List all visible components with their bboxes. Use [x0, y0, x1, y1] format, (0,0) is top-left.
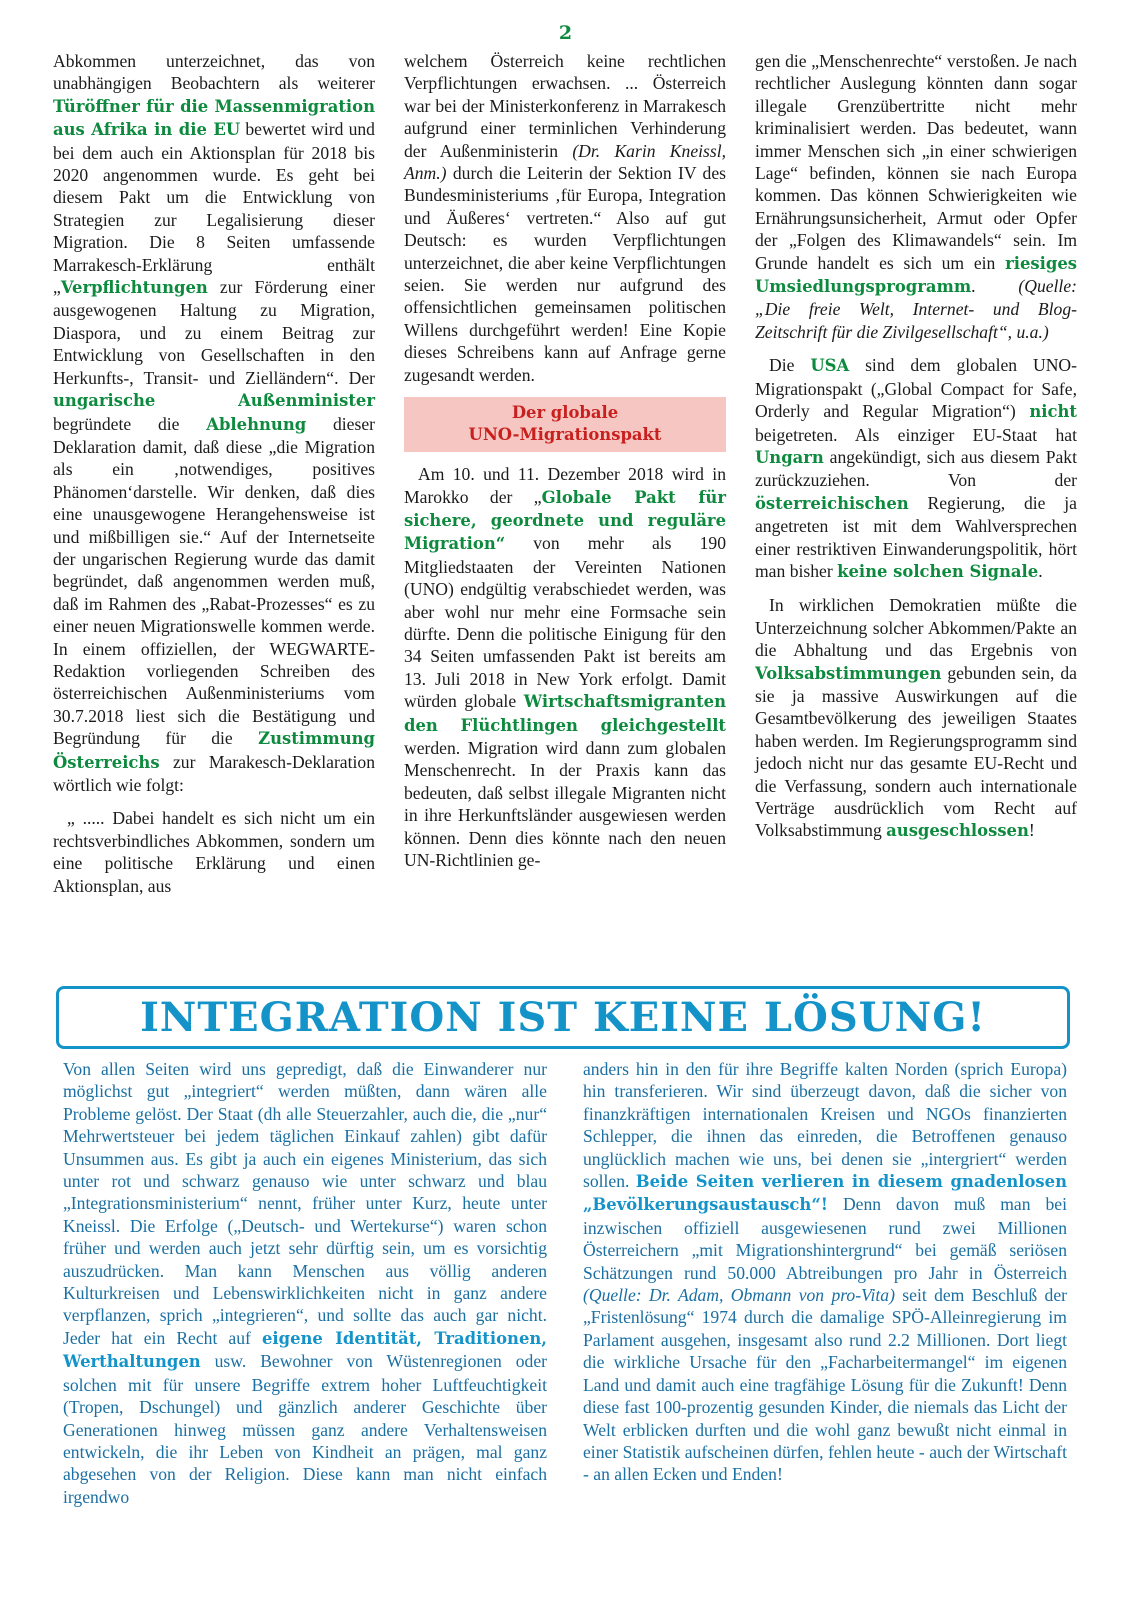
paragraph: [755, 50, 1077, 343]
highlight-text: Wirtschaftsmigranten den Flüchtlingen gleichgestellt: [404, 692, 726, 735]
headline-title: INTEGRATION IST KEINE LÖSUNG!: [140, 994, 986, 1041]
paragraph: [583, 1058, 1067, 1486]
highlight-text: ausgeschlossen: [886, 821, 1029, 841]
text-run: .: [971, 276, 1019, 297]
text-run: In wirklichen Demokratien müßte die Unterzeichnung solcher Abkommen/Pakte an die Abhaltung und das Ergebnis von: [755, 595, 1077, 661]
paragraph: [63, 1058, 547, 1508]
highlight-text: nicht: [1029, 402, 1077, 422]
text-run: Denn davon muß man bei inzwischen offiziell ausgewiesenen rund zwei Millionen Österreichern „mit Migrationshintergrund“ bei gemäß seriösen Schätzungen rund 50.000 Abtreibungen pro Jahr in Österreich: [583, 1194, 1067, 1283]
text-run: Regierung, die ja angetreten ist mit dem Wahlversprechen einer restriktiven Einwanderungspolitik, hört man bisher: [755, 492, 1077, 581]
highlight-text: österreichischen: [755, 493, 909, 513]
text-run: begründete die: [53, 413, 207, 434]
text-run: seit dem Beschluß der „Fristenlösung“ 1974 durch die damalige SPÖ-Alleinregierung im Parlament ausgehen, insgesamt also rund 2.2 Millionen. Dort liegt die wirkliche Ursache für den „Facharbeitermangel“ im eigenen Land und damit auch eine tragfähige Lösung für die Zukunft! Denn diese fast 100-prozentig gesunden Kinder, die niemals das Licht der Welt erblicken durften und die wohl ganz bewußt nicht einmal in einer Statistik aufscheinen dürfen, fehlen heute - auch der Wirtschaft - an allen Ecken und Enden!: [583, 1285, 1067, 1485]
text-run: anders hin in den für ihre Begriffe kalten Norden (sprich Europa) hin transferieren. Wir sind überzeugt davon, daß die sicher von finanzkräftigen internationalen Kreisen und NGOs finanzierten Schlepper, die ihnen das einreden, die Betroffenen genauso unglücklich machen wie uns, bei denen sie „intergriert“ werden sollen.: [583, 1059, 1067, 1192]
text-run: gebunden sein, da sie ja massive Auswirkungen auf die Gesamtbevölkerung des jeweiligen Staates haben werden. Im Regierungsprogramm sind jedoch nicht nur das gesamte EU-Recht und die Verfassung, sondern auch internationale Verträge ausdrücklich vom Recht auf Volksabstimmung: [755, 662, 1077, 841]
text-run: !: [1028, 820, 1035, 841]
highlight-text: Ablehnung: [206, 414, 307, 434]
text-run: bewertet wird und bei dem auch ein Aktionsplan für 2018 bis 2020 angenommen wurde. Es geht bei diesem Pakt um die Entwicklung von Strategien zur Legalisierung dieser Migration. Die 8 Seiten umfassende Marrakesch-Erklärung enthält „: [53, 119, 375, 298]
headline-banner: [56, 986, 1070, 1049]
text-run: Abkommen unterzeichnet, das von unabhängigen Beobachtern als weiterer: [53, 51, 375, 94]
text-run: usw. Bewohner von Wüstenregionen oder solchen mit für unsere Begriffe extrem hoher Luftfeuchtigkeit (Tropen, Dschungel) und gänzlich anderer Geschichte über Generationen hinweg müssen ganz andere Verhaltensweisen entwickeln, die ihr Leben von Kindheit an prägen, mal ganz abgesehen von der Religion. Diese kann man nicht einfach irgendwo: [63, 1351, 547, 1507]
text-run: beigetreten. Als einziger EU-Staat hat: [755, 424, 1077, 445]
source-citation: (Quelle: Dr. Adam, Obmann von pro-Vita): [583, 1285, 895, 1306]
paragraph: [755, 594, 1077, 842]
highlight-text: Zustimmung Österreichs: [53, 729, 375, 772]
text-run: werden. Migration wird dann zum globalen Menschenrecht. In der Praxis kann das bedeuten, daß selbst illegale Migranten nicht in ihre Herkunftsländer ausgewiesen werden können. Denn dies könnte nach den neuen UN-Richtlinien ge-: [404, 737, 726, 870]
italic-note: (Dr. Karin Kneissl, Anm.): [404, 140, 726, 184]
highlight-text: USA: [810, 356, 850, 376]
highlight-text: Globale Pakt für sichere, geordnete und reguläre Migration“: [404, 487, 726, 554]
article-column-2: [404, 50, 726, 882]
text-run: zur Förderung einer ausgewogenen Haltung zu Migration, Diaspora, und zu einem Beitrag zur Entwicklung von Gesellschaften in den Herkunfts-, Transit- und Zielländern“. Der: [53, 277, 375, 388]
paragraph: [404, 463, 726, 871]
text-run: angekündigt, sich aus diesem Pakt zurückzuziehen. Von der: [755, 446, 1077, 491]
paragraph: [53, 50, 375, 796]
highlight-text: ungarische Außenminister: [53, 391, 375, 411]
section-heading-box: [404, 397, 726, 452]
quote-paragraph: „ ..... Dabei handelt es sich nicht um ein rechtsverbindliches Abkommen, sondern um eine politische Erklärung und einen Aktionsplan, aus: [53, 808, 375, 896]
text-run: Von allen Seiten wird uns gepredigt, daß die Einwanderer nur möglichst gut „integriert“ werden müßten, dann wären alle Probleme gelöst. Der Staat (dh alle Steuerzahler, auch die, die „nur“ Mehrwertsteuer bei jedem täglichen Einkauf zahlen) gibt dafür Unsummen aus. Es gibt ja auch ein eigenes Ministerium, das sich unter rot und schwarz genauso wie unter schwarz und blau „Integrationsministerium“ nennt, früher unter Kurz, heute unter Kneissl. Die Erfolge („Deutsch- und Wertekurse“) waren schon früher und werden auch jetzt sehr dürftig sein, um es vorsichtig auszudrücken. Man kann Menschen aus völlig anderen Kulturkreisen und Lebenswirklichkeiten nicht in ganz andere verpflanzen, sprich „integrieren“, und sollte das auch gar nicht. Jeder hat ein Recht auf: [63, 1059, 547, 1348]
highlight-text: Ungarn: [755, 447, 824, 467]
text-run: sind dem globalen UNO-Migrationspakt („Global Compact for Safe, Orderly and Regular Migration“): [755, 355, 1077, 422]
article-column-3: [755, 50, 1077, 854]
text-run: dieser Deklaration damit, daß diese „die Migration als ein ‚notwendiges, positives Phänomen‘darstelle. Wir denken, daß dies eine unausgewogene Herangehensweise ist und mißbilligen sie.“ Auf der Internetseite der ungarischen Regierung wurde das damit begründet, daß angenommen werden muß, daß im Rahmen des „Rabat-Prozesses“ es zu einer neuen Migrationswelle kommen werde. In einem offiziellen, der WEGWARTE-Redaktion vorliegenden Schreiben des österreichischen Außenministeriums vom 30.7.2018 liest sich die Bestätigung und Begründung für die: [53, 413, 375, 749]
highlight-text: Volksabstimmungen: [755, 663, 942, 683]
highlight-text: Verpflichtungen: [60, 278, 208, 298]
section-heading-line-1: Der globale: [511, 403, 619, 423]
bottom-article-column-2: [583, 1058, 1067, 1486]
text-run: Am 10. und 11. Dezember 2018 wird in Marokko der „: [404, 464, 726, 507]
highlight-text: keine solchen Signale: [837, 561, 1039, 581]
highlight-text: eigene Identität, Traditionen, Werthaltungen: [63, 1328, 547, 1372]
paragraph: [755, 354, 1077, 583]
paragraph: [404, 50, 726, 386]
text-run: von mehr als 190 Mitgliedstaaten der Vereinten Nationen (UNO) endgültig verabschiedet werden, was aber wohl nur mehr eine Formsache sein dürfte. Denn die politische Einigung für den 34 Seiten umfassenden Pakt ist bereits am 13. Juli 2018 in New York erfolgt. Damit würden globale: [404, 533, 726, 712]
section-heading-line-2: UNO-Migrationspakt: [468, 425, 662, 445]
text-run: zur Marakesch-Deklaration wörtlich wie folgt:: [53, 751, 375, 795]
article-column-1: [53, 50, 375, 908]
source-citation: (Quelle: „Die freie Welt, Internet- und Blog-Zeitschrift für die Zivilgesellschaft“, u.a.): [755, 276, 1077, 342]
text-run: gen die „Menschenrechte“ verstoßen. Je nach rechtlicher Auslegung könnten dann sogar illegale Grenzübertritte nicht mehr kriminalisiert werden. Das bedeutet, wann immer Menschen sich „in einer schwierigen Lage“ befinden, können sie nach Europa kommen. Das können Schwierigkeiten wie Ernährungsunsicherheit, Armut oder Opfer der „Folgen des Klimawandels“ sein. Im Grunde handelt es sich um ein: [755, 51, 1077, 273]
text-run: Die: [769, 355, 811, 376]
text-run: .: [1038, 560, 1043, 581]
highlight-text: Beide Seiten verlieren in diesem gnadenlosen „Bevölkerungsaustausch“!: [583, 1172, 1067, 1215]
highlight-text: Türöffner für die Massenmigration aus Afrika in die EU: [53, 96, 375, 140]
page-number: 2: [558, 22, 573, 44]
text-run: durch die Leiterin der Sektion IV des Bundesministeriums ‚für Europa, Integration und Äußeres‘ vertreten.“ Also auf gut Deutsch: es wurden Verpflichtungen unterzeichnet, die aber keine Verpflichtungen seien. Sie werden nur aufgrund des offensichtlichen gemeinsamen politischen Willens durchgeführt werden! Eine Kopie dieses Schreibens kann auf Anfrage gerne zugesandt werden.: [404, 163, 726, 385]
highlight-text: riesiges Umsiedlungsprogramm: [755, 253, 1077, 297]
bottom-article-column-1: [63, 1058, 547, 1508]
text-run: welchem Österreich keine rechtlichen Verpflichtungen erwachsen. ... Österreich war bei der Ministerkonferenz in Marrakesch aufgrund einer terminlichen Verhinderung der Außenministerin: [404, 51, 726, 161]
